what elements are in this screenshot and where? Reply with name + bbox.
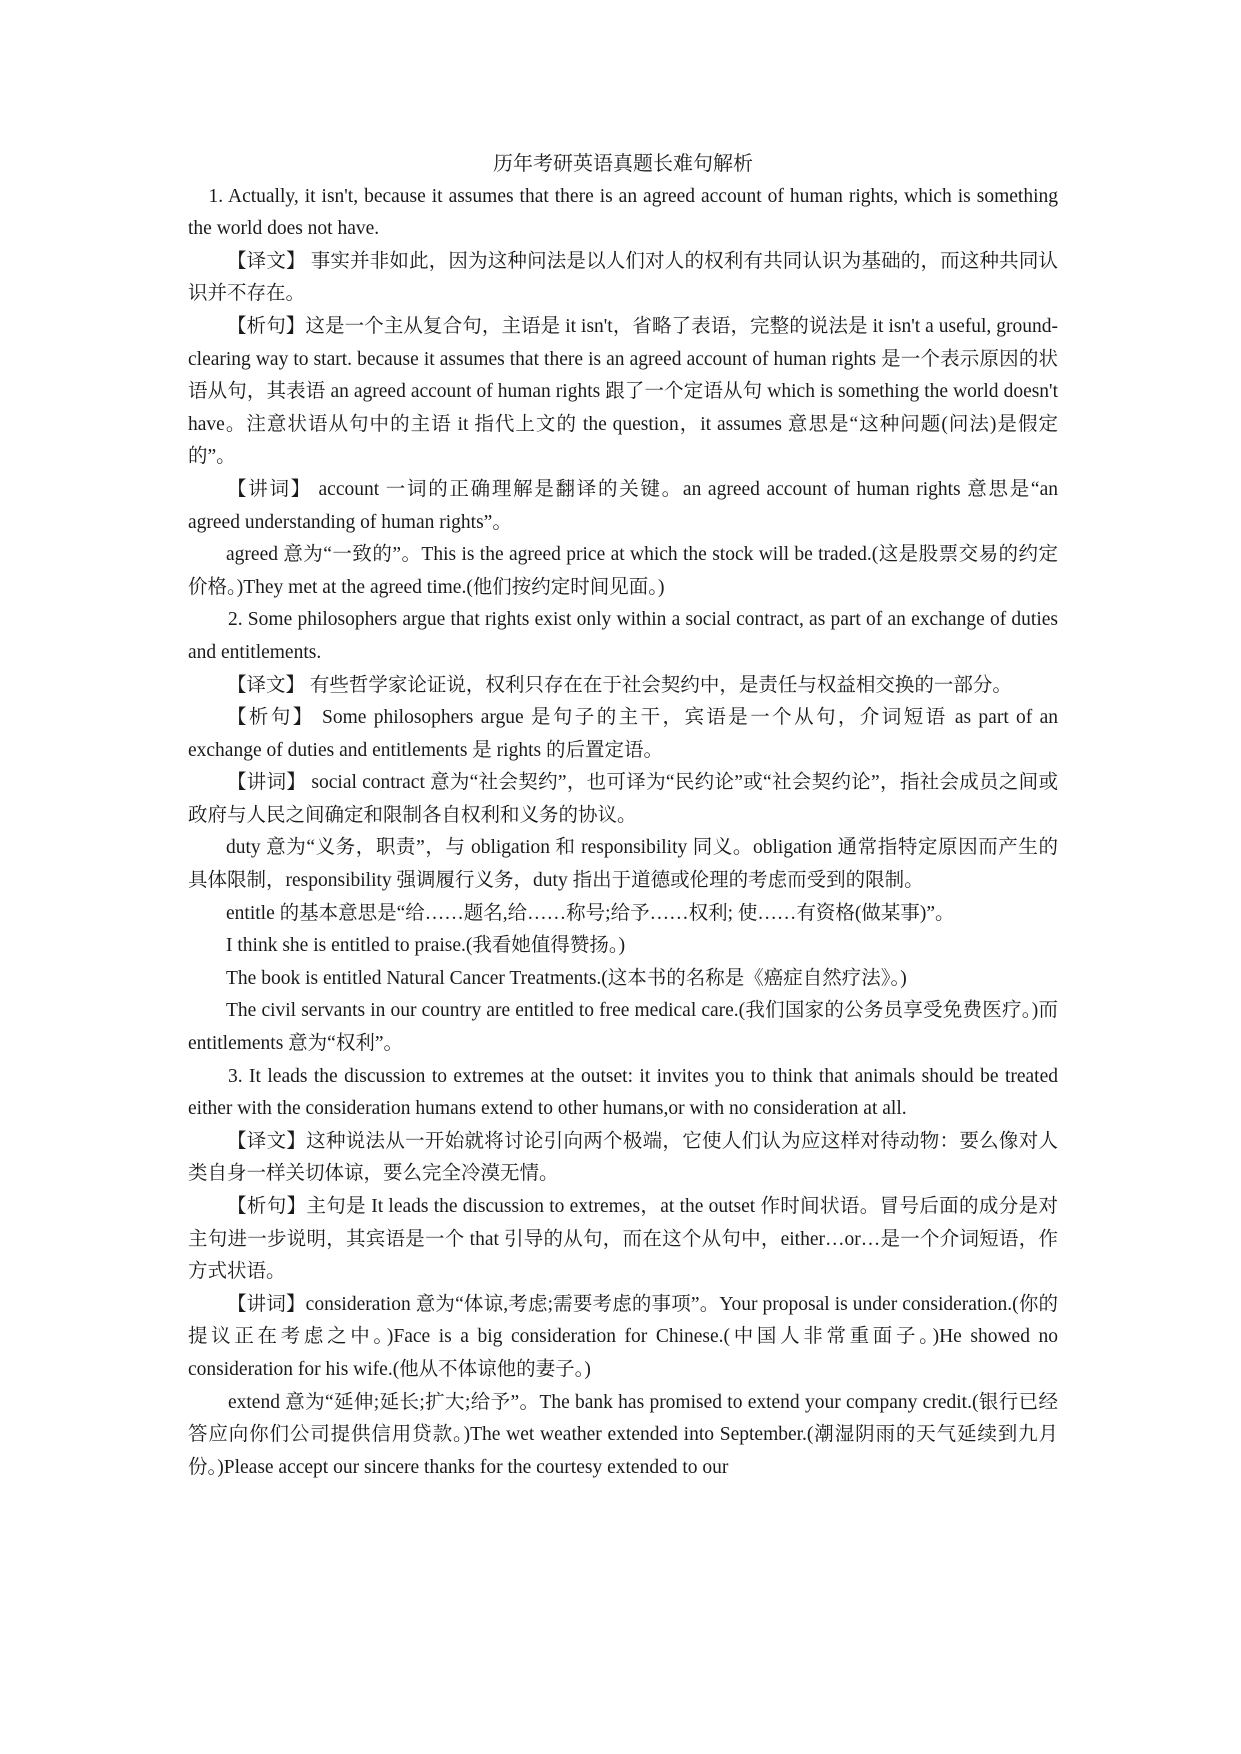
- sentence-3: 3. It leads the discussion to extremes at the outset: it invites you to think that animals should be treated either with the consideration humans extend to other humans,or with no consideration at all.: [188, 1065, 1058, 1120]
- sentence-2-analysis: 【析句】 Some philosophers argue 是句子的主干，宾语是一个从句，介词短语 as part of an exchange of duties and entitlements 是 rights 的后置定语。: [188, 707, 1058, 761]
- sentence-2-vocabulary: 【讲词】 social contract 意为“社会契约”，也可译为“民约论”或“社会契约论”，指社会成员之间或政府与人民之间确定和限制各自权利和义务的协议。: [188, 772, 1058, 826]
- example-praise: I think she is entitled to praise.(我看她值得赞扬。): [226, 935, 626, 957]
- sentence-3-vocabulary: 【讲词】consideration 意为“体谅,考虑;需要考虑的事项”。Your proposal is under consideration.(你的提议正在考虑之中。)Face is a big consideration for Chinese.(中国人非常重面子。)He showed no consideration for his wife.(他从不体谅他的妻子。): [188, 1293, 1058, 1380]
- sentence-1-translation: 【译文】 事实并非如此，因为这种问法是以人们对人的权利有共同认识为基础的，而这种共同认识并不存在。: [188, 250, 1058, 305]
- example-book: The book is entitled Natural Cancer Treatments.(这本书的名称是《癌症自然疗法》。): [226, 967, 907, 989]
- sentence-1: 1. Actually, it isn't, because it assumes that there is an agreed account of human rights, which is something the world does not have.: [188, 185, 1058, 240]
- vocab-agreed: agreed 意为“一致的”。This is the agreed price at which the stock will be traded.(这是股票交易的约定价格。)They met at the agreed time.(他们按约定时间见面。): [188, 544, 1058, 598]
- sentence-1-analysis: 【析句】这是一个主从复合句，主语是 it isn't，省略了表语，完整的说法是 it isn't a useful, ground-clearing way to start. because it assumes that there is an agreed account of human rights 是一个表示原因的状语从句，其表语 an agreed account of human rights 跟了一个定语从句 which is something the world doesn't have。注意状语从句中的主语 it 指代上文的 the question，it assumes 意思是“这种问题(问法)是假定的”。: [188, 315, 1058, 468]
- sentence-1-vocabulary: 【讲词】 account 一词的正确理解是翻译的关键。an agreed account of human rights 意思是“an agreed understanding of human rights”。: [188, 478, 1058, 533]
- example-civil-servants: The civil servants in our country are entitled to free medical care.(我们国家的公务员享受免费医疗。)而 entitlements 意为“权利”。: [188, 1000, 1058, 1055]
- sentence-3-translation: 【译文】这种说法从一开始就将讨论引向两个极端，它使人们认为应这样对待动物：要么像对人类自身一样关切体谅，要么完全冷漠无情。: [188, 1130, 1058, 1185]
- sentence-2-translation: 【译文】 有些哲学家论证说，权利只存在在于社会契约中，是责任与权益相交换的一部分。: [227, 674, 1012, 696]
- document-body: [188, 148, 1058, 1484]
- sentence-3-analysis: 【析句】主句是 It leads the discussion to extremes，at the outset 作时间状语。冒号后面的成分是对主句进一步说明，其宾语是一个 that 引导的从句，而在这个从句中，either…or…是一个介词短语，作方式状语。: [188, 1196, 1058, 1283]
- vocab-entitle: entitle 的基本意思是“给……题名,给……称号;给予……权利; 使……有资格(做某事)”。: [226, 902, 955, 924]
- vocab-extend: extend 意为“延伸;延长;扩大;给予”。The bank has promised to extend your company credit.(银行已经答应向你们公司提供信用贷款。)The wet weather extended into September.(潮湿阴雨的天气延续到九月份。)Please accept our sincere thanks for the courtesy extended to our: [188, 1391, 1058, 1478]
- document-title: 历年考研英语真题长难句解析: [493, 153, 753, 175]
- sentence-2: 2. Some philosophers argue that rights exist only within a social contract, as part of an exchange of duties and entitlements.: [188, 609, 1058, 663]
- vocab-duty: duty 意为“义务，职责”，与 obligation 和 responsibility 同义。obligation 通常指特定原因而产生的具体限制，responsibility 强调履行义务，duty 指出于道德或伦理的考虑而受到的限制。: [188, 837, 1058, 892]
